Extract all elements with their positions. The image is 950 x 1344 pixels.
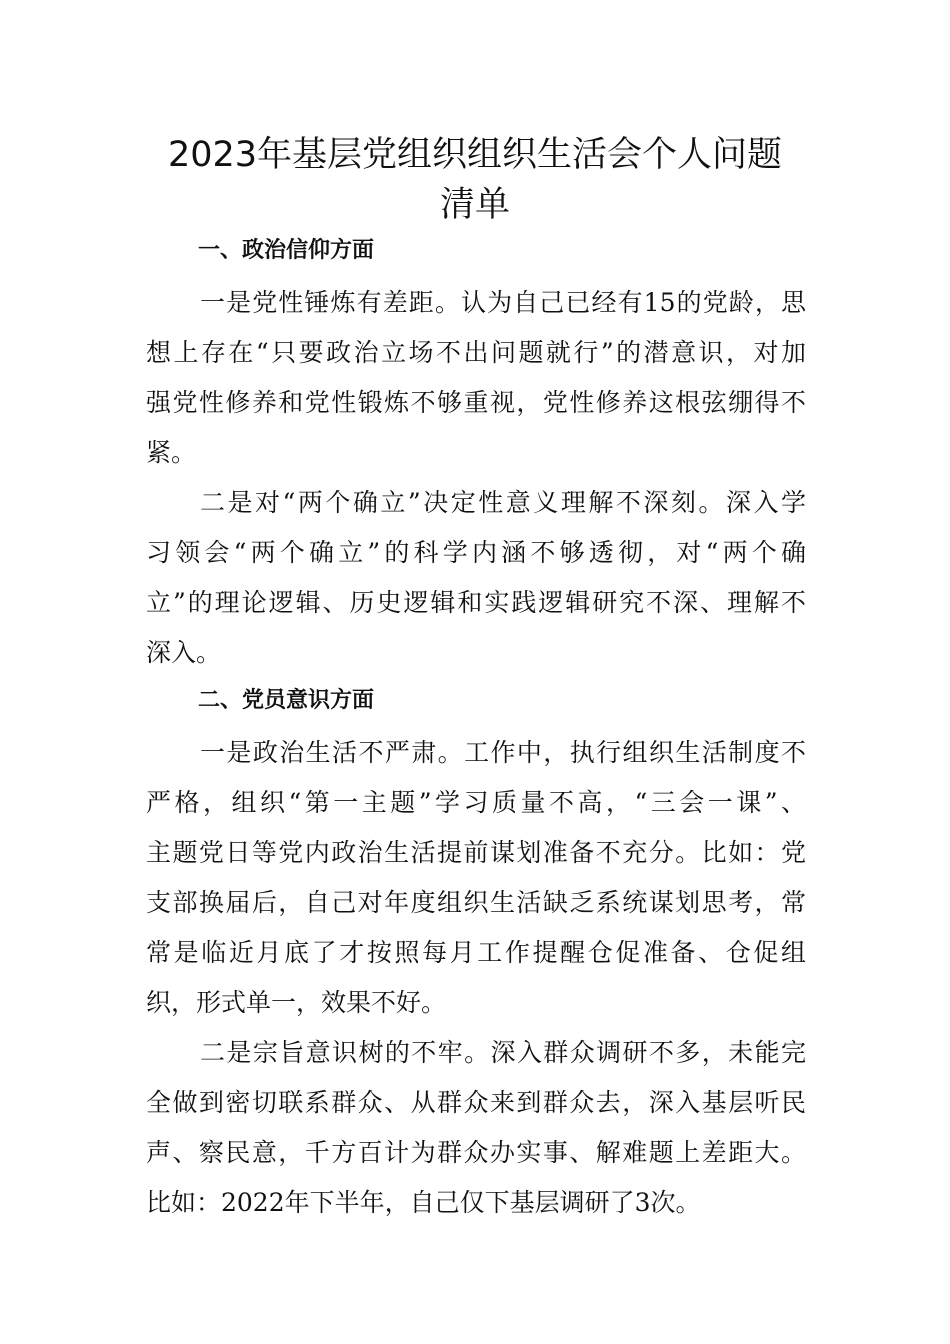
paragraph-line: 二是对“两个确立”决定性意义理解不深刻。深入学 [200, 488, 806, 517]
paragraph-line: 主题党日等党内政治生活提前谋划准备不充分。比如：党 [146, 838, 806, 867]
paragraph-line: 严格，组织“第一主题”学习质量不高，“三会一课”、 [146, 788, 806, 817]
paragraph-line: 习领会“两个确立”的科学内涵不够透彻，对“两个确 [146, 538, 806, 567]
paragraph-line: 立”的理论逻辑、历史逻辑和实践逻辑研究不深、理解不 [146, 588, 806, 617]
paragraph-line: 强党性修养和党性锻炼不够重视，党性修养这根弦绷得不 [146, 388, 806, 417]
paragraph-line: 常是临近月底了才按照每月工作提醒仓促准备、仓促组 [146, 938, 806, 967]
paragraph-line: 支部换届后，自己对年度组织生活缺乏系统谋划思考，常 [146, 888, 806, 917]
paragraph-line: 织，形式单一，效果不好。 [146, 988, 447, 1017]
paragraph-line: 一是政治生活不严肃。工作中，执行组织生活制度不 [200, 738, 806, 767]
paragraph-line: 二是宗旨意识树的不牢。深入群众调研不多，未能完 [200, 1038, 806, 1067]
document-title-line-2: 清单 [439, 185, 510, 225]
paragraph-line: 想上存在“只要政治立场不出问题就行”的潜意识，对加 [146, 338, 806, 367]
document-title-line-1: 2023年基层党组织组织生活会个人问题 [167, 135, 783, 175]
paragraph-line: 紧。 [146, 438, 197, 467]
section-heading-party-awareness: 二、党员意识方面 [198, 688, 375, 713]
section-heading-political-belief: 一、政治信仰方面 [198, 238, 375, 263]
paragraph-line: 深入。 [146, 638, 222, 667]
paragraph-line: 比如：2022年下半年，自己仅下基层调研了3次。 [146, 1188, 701, 1217]
paragraph-line: 一是党性锤炼有差距。认为自己已经有15的党龄，思 [200, 288, 806, 317]
paragraph-line: 全做到密切联系群众、从群众来到群众去，深入基层听民 [146, 1088, 806, 1117]
paragraph-line: 声、察民意，千方百计为群众办实事、解难题上差距大。 [146, 1138, 806, 1167]
